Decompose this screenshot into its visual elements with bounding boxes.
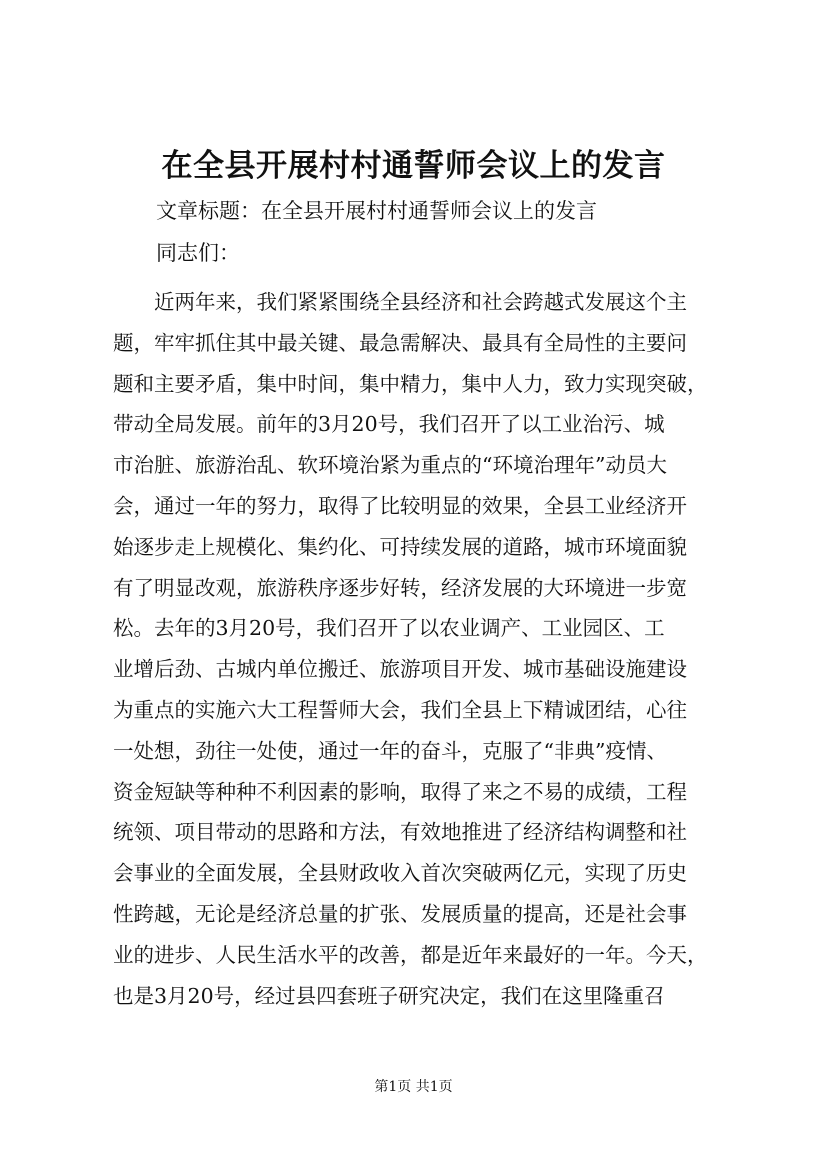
body-line: 近两年来，我们紧紧围绕全县经济和社会跨越式发展这个主 (154, 290, 687, 314)
body-line: 会事业的全面发展，全县财政收入首次突破两亿元，实现了历史 (113, 861, 687, 886)
body-line: 会，通过一年的努力，取得了比较明显的效果，全县工业经济开 (113, 493, 687, 518)
body-line: 统领、项目带动的思路和方法，有效地推进了经济结构调整和社 (113, 820, 687, 845)
document-title: 在全县开展村村通誓师会议上的发言 (161, 148, 666, 184)
body-line: 题，牢牢抓住其中最关键、最急需解决、最具有全局性的主要问 (113, 330, 687, 355)
article-title-line: 文章标题：在全县开展村村通誓师会议上的发言 (156, 199, 597, 223)
body-line: 业增后劲、古城内单位搬迁、旅游项目开发、城市基础设施建设 (113, 657, 687, 682)
body-line: 性跨越，无论是经济总量的扩张、发展质量的提高，还是社会事 (113, 901, 687, 926)
body-line: 一处想，劲往一处使，通过一年的奋斗，克服了“非典”疫情、 (113, 738, 667, 763)
body-text (113, 282, 733, 1016)
body-line: 始逐步走上规模化、集约化、可持续发展的道路，城市环境面貌 (113, 534, 687, 559)
salutation: 同志们： (156, 241, 240, 265)
body-line: 题和主要矛盾，集中时间，集中精力，集中人力，致力实现突破， (113, 371, 708, 396)
body-line: 带动全局发展。前年的3月20号，我们召开了以工业治污、城 (113, 412, 665, 437)
body-line: 业的进步、人民生活水平的改善，都是近年来最好的一年。今天， (113, 942, 708, 967)
body-line: 松。去年的3月20号，我们召开了以农业调产、工业园区、工 (113, 616, 665, 641)
body-line: 市治脏、旅游治乱、软环境治紧为重点的“环境治理年”动员大 (113, 453, 667, 478)
body-line: 也是3月20号，经过县四套班子研究决定，我们在这里隆重召 (113, 983, 665, 1008)
body-line: 为重点的实施六大工程誓师大会，我们全县上下精诚团结，心往 (113, 697, 687, 722)
body-line: 资金短缺等种种不利因素的影响，取得了来之不易的成绩，工程 (113, 779, 687, 804)
page-footer: 第1页 共1页 (374, 1079, 453, 1095)
body-line: 有了明显改观，旅游秩序逐步好转，经济发展的大环境进一步宽 (113, 575, 687, 600)
